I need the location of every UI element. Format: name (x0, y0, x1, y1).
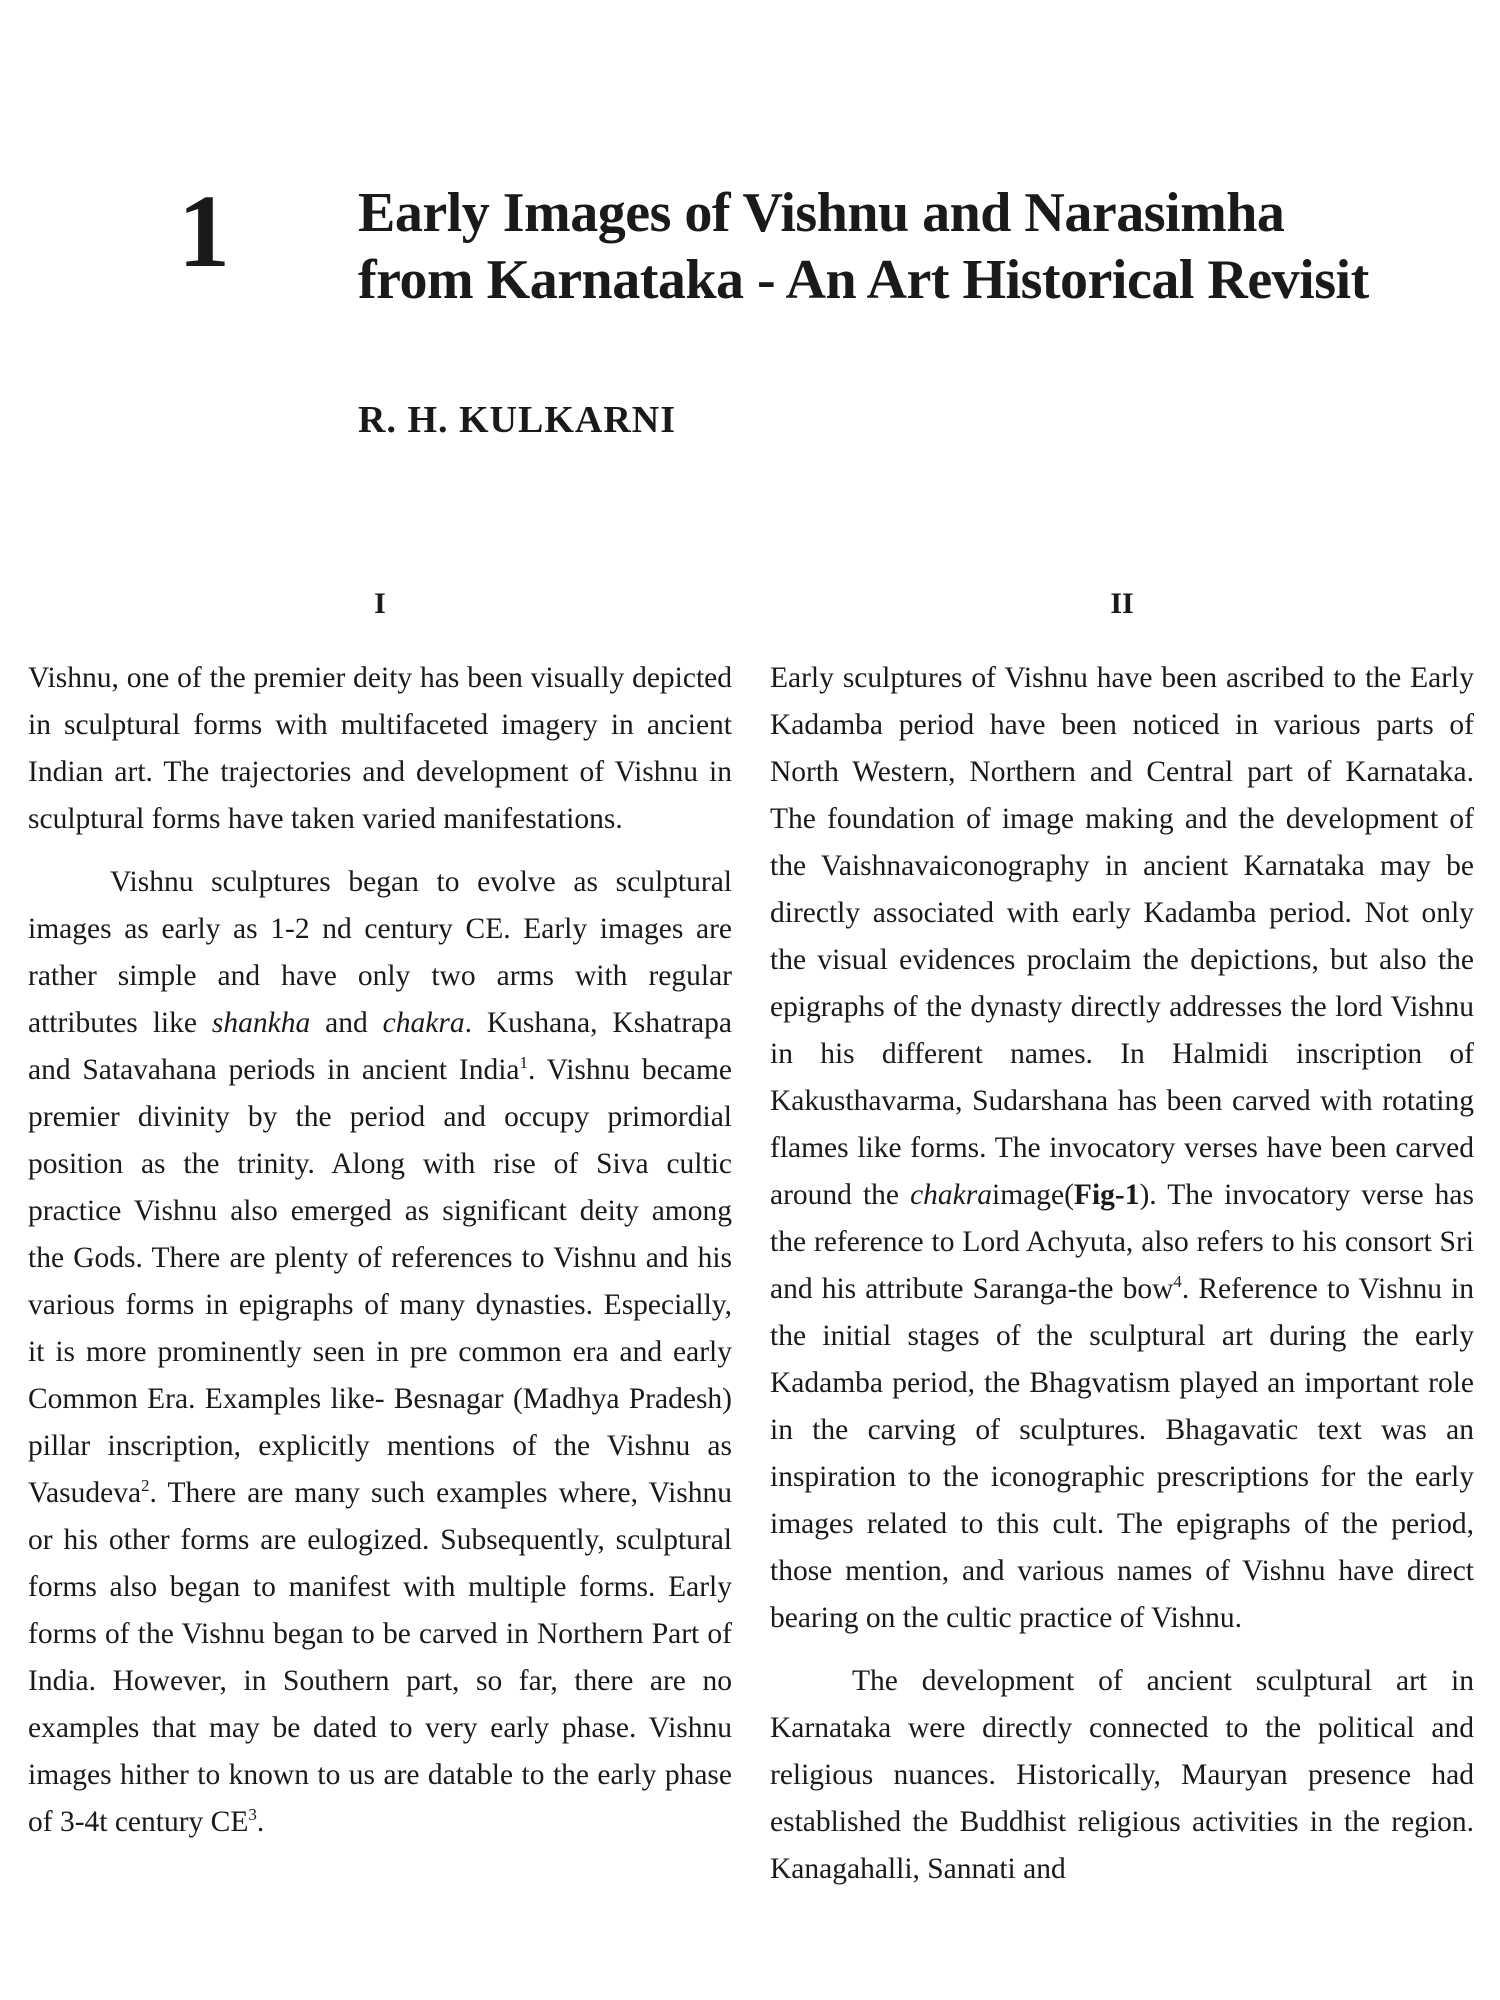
footnote-ref: 3 (248, 1805, 257, 1824)
author-name: R. H. KULKARNI (358, 399, 677, 441)
paragraph: Vishnu, one of the premier deity has been visually depicted in sculptural forms with multifaceted imagery in ancient Indian art. The trajectories and development of Vishnu in sculptural forms have taken varied manifestations. (28, 662, 732, 835)
chapter-number: 1 (178, 174, 230, 289)
figure-reference: Fig-1 (1073, 1179, 1140, 1211)
chapter-title-line-2: from Karnataka - An Art Historical Revisit (358, 249, 1369, 312)
footnote-ref: 2 (141, 1476, 150, 1495)
right-column (770, 580, 1474, 1893)
section-heading-ii: II (1110, 587, 1134, 620)
term-chakra: chakra (910, 1179, 993, 1211)
chapter-title (358, 180, 1458, 314)
paragraph: Vishnu sculptures began to evolve as sculptural images as early as 1-2 nd century CE. Early images are rather simple and have only two arms with regular attributes like shankha and chakra. Kushana, Kshatrapa and Satavahana periods in ancient India$^1$. Vishnu became premier divinity by the period and occupy primordial position as the trinity. Along with rise of Siva cultic practice Vishnu also emerged as significant deity among the Gods. There are plenty of references to Vishnu and his various forms in epigraphs of many dynasties. Especially, it is more prominently seen in pre common era and early Common Era. Examples like- Besnagar (Madhya Pradesh) pillar inscription, explicitly mentions of the Vishnu as Vasudeva$^2$. There are many such examples where, Vishnu or his other forms are eulogized. Subsequently, sculptural forms also began to manifest with multiple forms. Early forms of the Vishnu began to be carved in Northern Part of India. However, in Southern part, so far, there are no examples that may be dated to very early phase. Vishnu images hither to known to us are datable to the early phase of 3-4t century $CE^3$. (28, 866, 732, 1838)
chapter-title-line-1: Early Images of Vishnu and Narasimha (358, 182, 1285, 244)
section-heading-i: I (374, 587, 386, 620)
paragraph: The development of ancient sculptural art in Karnataka were directly connected to the political and religious nuances. Historically, Mauryan presence had established the Buddhist religious activities in the region. Kanagahalli, Sannati and (770, 1665, 1474, 1885)
left-column (28, 580, 732, 1846)
term-chakra: chakra (382, 1007, 465, 1039)
footnote-ref: 1 (519, 1053, 529, 1072)
footnote-ref: 4 (1173, 1272, 1182, 1291)
term-shankha: shankha (211, 1007, 311, 1039)
paragraph: Early sculptures of Vishnu have been ascribed to the Early Kadamba period have been noticed in various parts of North Western, Northern and Central part of Karnataka. The foundation of image making and the development of the Vaishnavaiconography in ancient Karnataka may be directly associated with early Kadamba period. Not only the visual evidences proclaim the depictions, but also the epigraphs of the dynasty directly addresses the lord Vishnu in his different names. In Halmidi inscription of Kakusthavarma, Sudarshana has been carved with rotating flames like forms. The invocatory verses have been carved around the chakraimage(Fig-1). The invocatory verse has the reference to Lord Achyuta, also refers to his consort Sri and his attribute Saranga-the bow$^4$. Reference to Vishnu in the initial stages of the sculptural art during the early Kadamba period, the Bhagvatism played an important role in the carving of sculptures. Bhagavatic text was an inspiration to the iconographic prescriptions for the early images related to this cult. The epigraphs of the period, those mention, and various names of Vishnu have direct bearing on the cultic practice of Vishnu. (770, 662, 1475, 1634)
